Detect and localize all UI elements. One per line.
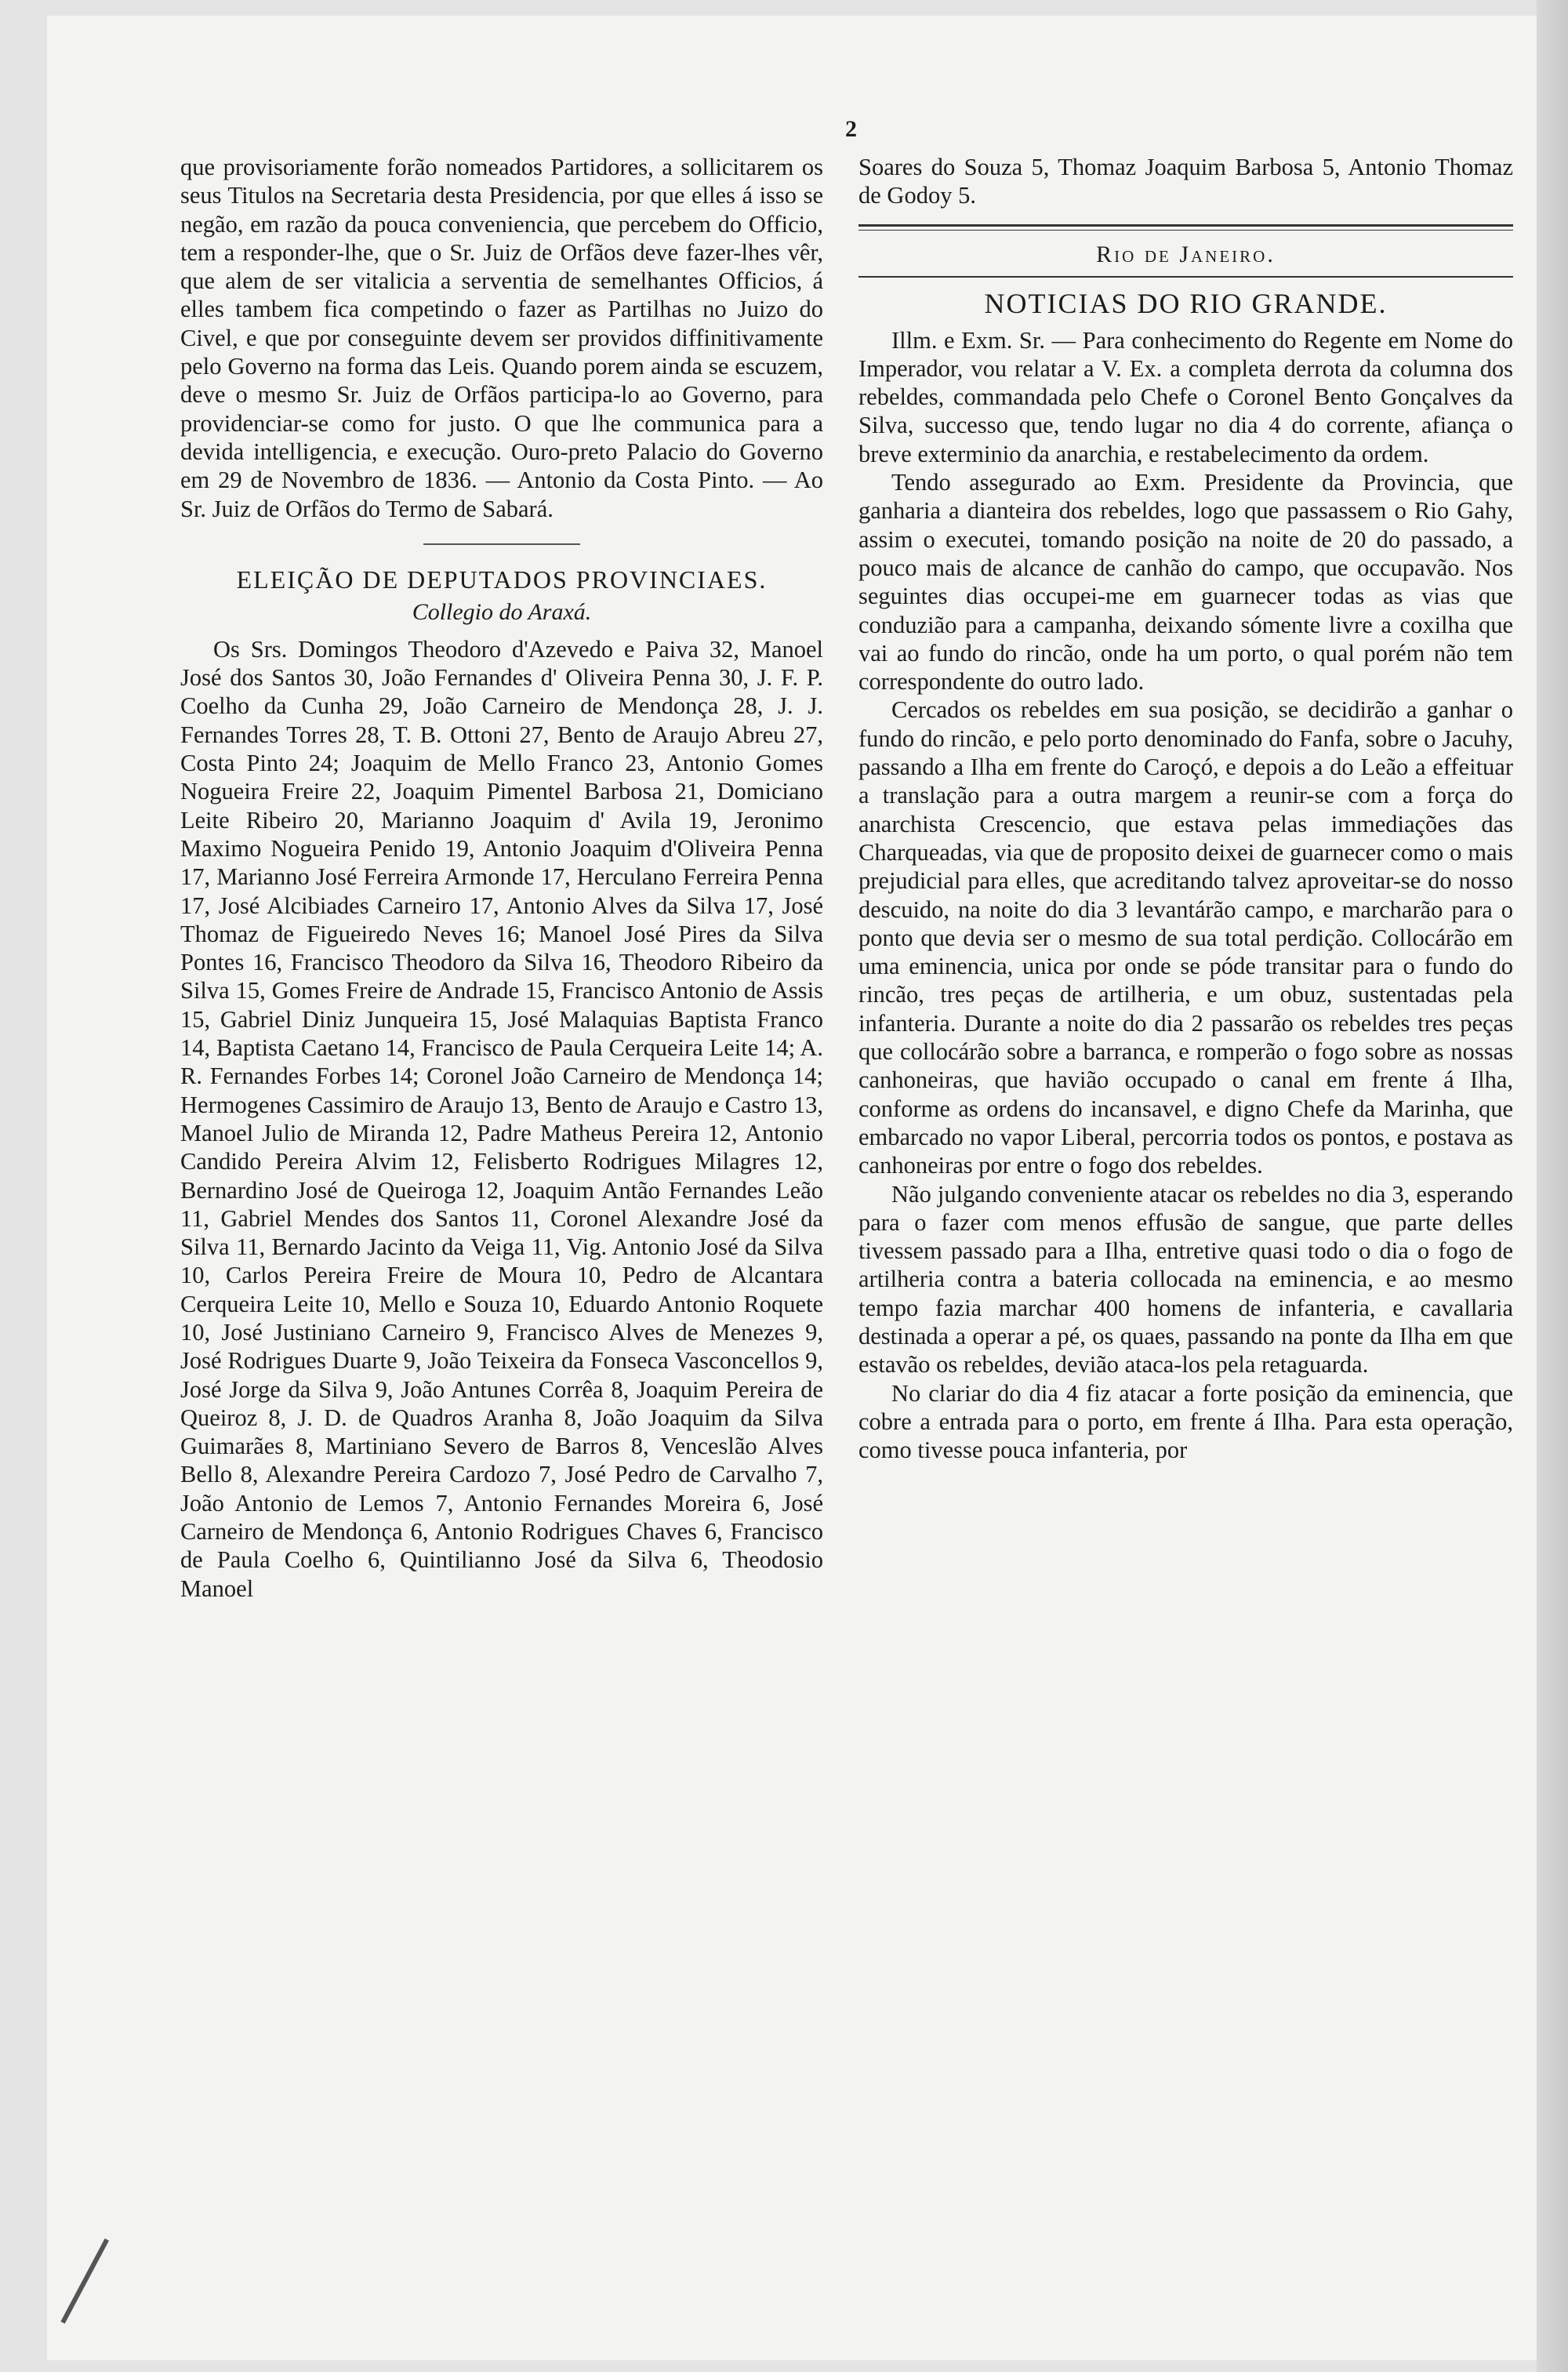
official-letter-paragraph: que provisoriamente forão nomeados Partidores, a sollicitarem os seus Titulos na Secretaria desta Presidencia, por que elles á isso se negão, em razão da pouca conveniencia, que percebem do Officio, tem a responder-lhe, que o Sr. Juiz de Orfãos deve fazer-lhes vêr, que alem de ser vitalicia a serventia de semelhantes Officios, á elles tambem fica competindo o fazer as Partilhas no Juizo do Civel, e que por conseguinte devem ser providos diffinitivamente pelo Governo na forma das Leis. Quando porem ainda se escuzem, deve o mesmo Sr. Juiz de Orfãos participa-lo ao Governo, para providenciar-se como for justo. O que lhe communica para a devida intelligencia, e execução. Ouro-preto Palacio do Governo em 29 de Novembro de 1836. — Antonio da Costa Pinto. — Ao Sr. Juiz de Orfãos do Termo de Sabará. xyxy=(180,154,823,522)
news-paragraph-4: Não julgando conveniente atacar os rebeldes no dia 3, esperando para o fazer com menos effusão de sangue, que parte delles tivessem passado para a Ilha, entretive quasi todo o dia o fogo de artilheria contra a bateria collocada na eminencia, e ao mesmo tempo fazia marchar 400 homens de infanteria, e cavallaria destinada a operar a pé, os quaes, passando na ponte da Ilha em que estavão os rebeldes, devião ataca-los pela retaguarda. xyxy=(858,1180,1513,1379)
dateline: Rio de Janeiro. xyxy=(1096,241,1276,267)
election-results-paragraph: Os Srs. Domingos Theodoro d'Azevedo e Paiva 32, Manoel José dos Santos 30, João Fernandes d' Oliveira Penna 30, J. F. P. Coelho da Cunha 29, João Carneiro de Mendonça 28, J. J. Fernandes Torres 28, T. B. Ottoni 27, Bento de Araujo Abreu 27, Costa Pinto 24; Joaquim de Mello Franco 23, Antonio Gomes Nogueira Freire 22, Joaquim Pimentel Barbosa 21, Domiciano Leite Ribeiro 20, Marianno Joaquim d' Avila 19, Jeronimo Maximo Nogueira Penido 19, Antonio Joaquim d'Oliveira Penna 17, Marianno José Ferreira Armonde 17, Herculano Ferreira Penna 17, José Alcibiades Carneiro 17, Antonio Alves da Silva 17, José Thomaz de Figueiredo Neves 16; Manoel José Pires da Silva Pontes 16, Francisco Theodoro da Silva 16, Theodoro Ribeiro da Silva 15, Gomes Freire de Andrade 15, Francisco Antonio de Assis 15, Gabriel Diniz Junqueira 15, José Malaquias Baptista Franco 14, Baptista Caetano 14, Francisco de Paula Cerqueira Leite 14; A. R. Fernandes Forbes 14; Coronel João Carneiro de Mendonça 14; Hermogenes Cassimiro de Araujo 13, Bento de Araujo e Castro 13, Manoel Julio de Miranda 12, Padre Matheus Pereira 12, Antonio Candido Pereira Alvim 12, Felisberto Rodrigues Milagres 12, Bernardino José de Queiroga 12, Joaquim Antão Fernandes Leão 11, Gabriel Mendes dos Santos 11, Coronel Alexandre José da Silva 11, Bernardo Jacinto da Veiga 11, Vig. Antonio José da Silva 10, Carlos Pereira Freire de Moura 10, Pedro de Alcantara Cerqueira Leite 10, Mello e Souza 10, Eduardo Antonio Roquete 10, José Justiniano Carneiro 9, Francisco Alves de Menezes 9, José Rodrigues Duarte 9, João Teixeira da Fonseca Vasconcellos 9, José Jorge da Silva 9, João Antunes Corrêa 8, Joaquim Pereira de Queiroz 8, J. D. de Quadros Aranha 8, João Joaquim da Silva Guimarães 8, Martiniano Severo de Barros 8, Venceslão Alves Bello 8, Alexandre Pereira Cardozo 7, José Pedro de Carvalho 7, João Antonio de Lemos 7, Antonio Fernandes Moreira 6, José Carneiro de Mendonça 6, Antonio Rodrigues Chaves 6, Francisco de Paula Coelho 6, Quintilianno José da Silva 6, Theodosio Manoel xyxy=(180,635,823,1602)
section-subheading: Collegio do Araxá. xyxy=(412,598,592,625)
news-heading: NOTICIAS DO RIO GRANDE. xyxy=(984,287,1388,319)
rule xyxy=(858,276,1513,278)
page-number: 2 xyxy=(845,116,857,142)
section-divider xyxy=(423,543,580,545)
news-paragraph-1: Illm. e Exm. Sr. — Para conhecimento do Regente em Nome do Imperador, vou relatar a V. Ex. a completa derrota da columna dos rebeldes, commandada pelo Chefe o Coronel Bento Gonçalves da Silva, successo que, tendo lugar no dia 4 do corrente, afiança o breve exterminio da anarchia, e restabelecimento da ordem. xyxy=(858,326,1513,467)
news-paragraph-5: No clariar do dia 4 fiz atacar a forte posição da eminencia, que cobre a entrada para o porto, em frente á Ilha. Para esta operação, como tivesse pouca infanteria, por xyxy=(858,1379,1513,1464)
left-column xyxy=(180,153,823,1603)
double-rule xyxy=(858,224,1513,231)
section-heading: ELEIÇÃO DE DEPUTADOS PROVINCIAES. xyxy=(236,565,768,594)
news-paragraph-2: Tendo assegurado ao Exm. Presidente da Provincia, que ganharia a dianteira dos rebeldes, logo que passassem o Rio Gahy, assim o executei, tomando posição na noite de 20 do passado, a pouco mais de alcance de canhão do campo, que occupavão. Nos seguintes dias occupei-me em guarnecer todas as vias que conduzião para a campanha, deixando sómente livre a coxilha que vai ao fundo do rincão, onde ha um porto, o qual porém não tem correspondente do outro lado. xyxy=(858,469,1513,696)
right-column xyxy=(858,153,1513,1464)
page-edge xyxy=(1537,0,1568,2372)
news-paragraph-3: Cercados os rebeldes em sua posição, se decidirão a ganhar o fundo do rincão, e pelo porto denominado do Fanfa, sobre o Jacuhy, passando a Ilha em frente do Caroçó, e depois a do Leão a effeituar a translação para a outra margem a reunir-se com a força do anarchista Crescencio, que estava pelas immediações das Charqueadas, via que de proposito deixei de guarnecer como o mais prejudicial para elles, que acreditando talvez aproveitar-se do nosso descuido, na noite do dia 3 levantárão campo, e marcharão para o ponto que devia ser o mesmo de sua total perdição. Collocárão em uma eminencia, unica por onde se póde transitar para o fundo do rincão, tres peças de artilheria, e um obuz, sustentadas pela infanteria. Durante a noite do dia 2 passarão os rebeldes tres peças que collocárão sobre a barranca, e romperão o fogo sobre as nossas canhoneiras, que havião occupado o canal em frente á Ilha, conforme as ordens do incansavel, e digno Chefe da Marinha, que embarcado no vapor Liberal, percorria todos os pontos, e postava as canhoneiras por entre o fogo dos rebeldes. xyxy=(858,696,1513,1179)
continued-list-paragraph: Soares do Souza 5, Thomaz Joaquim Barbosa 5, Antonio Thomaz de Godoy 5. xyxy=(858,154,1513,209)
